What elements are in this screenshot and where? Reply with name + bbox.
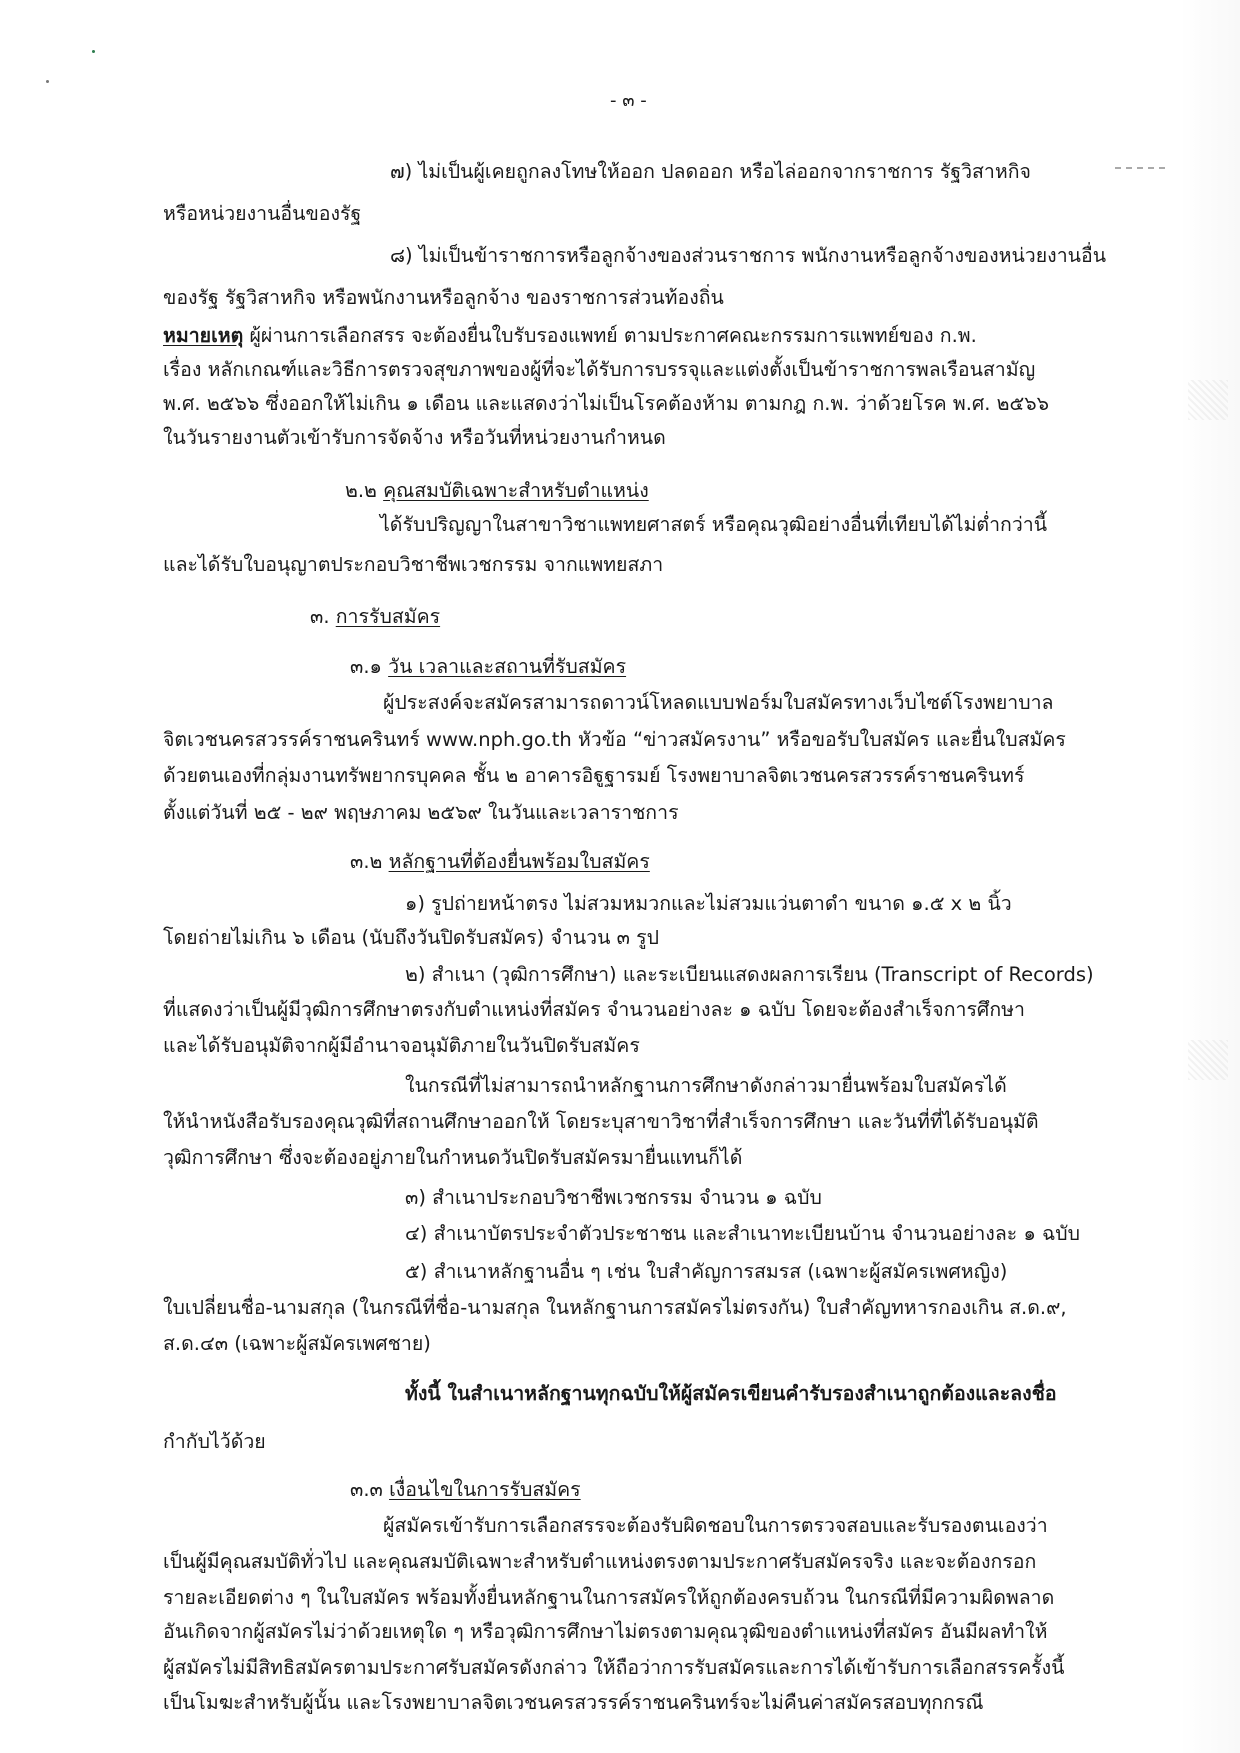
paragraph-line: กำกับไว้ด้วย [163, 1430, 266, 1453]
paragraph-line: ผู้สมัครเข้ารับการเลือกสรรจะต้องรับผิดชอบในการตรวจสอบและรับรองตนเองว่า [383, 1514, 1048, 1537]
paragraph-line: ๘) ไม่เป็นข้าราชการหรือลูกจ้างของส่วนราชการ พนักงานหรือลูกจ้างของหน่วยงานอื่น [390, 244, 1107, 267]
section-number: ๓. [310, 605, 330, 628]
paragraph-line: โดยถ่ายไม่เกิน ๖ เดือน (นับถึงวันปิดรับสมัคร) จำนวน ๓ รูป [163, 926, 660, 949]
paragraph-line: และได้รับอนุมัติจากผู้มีอำนาจอนุมัติภายในวันปิดรับสมัคร [163, 1034, 640, 1057]
scan-speck [46, 80, 49, 83]
scan-artifact-dashes [1115, 167, 1165, 171]
scan-edge-mark [1188, 380, 1228, 420]
paragraph-line: หรือหน่วยงานอื่นของรัฐ [163, 202, 362, 225]
paragraph-line: ผู้สมัครไม่มีสิทธิสมัครตามประกาศรับสมัครดังกล่าว ให้ถือว่าการรับสมัครและการได้เข้ารับการเลือกสรรครั้งนี้ [163, 1656, 1065, 1679]
note-text: ผู้ผ่านการเลือกสรร จะต้องยื่นใบรับรองแพทย์ ตามประกาศคณะกรรมการแพทย์ของ ก.พ. [249, 324, 977, 347]
paragraph-line: ด้วยตนเองที่กลุ่มงานทรัพยากรบุคคล ชั้น ๒ อาคารอิฐูฐารมย์ โรงพยาบาลจิตเวชนครสวรรค์ราชนครินทร์ [163, 764, 1025, 787]
paragraph-line: เรื่อง หลักเกณฑ์และวิธีการตรวจสุขภาพของผู้ที่จะได้รับการบรรจุและแต่งตั้งเป็นข้าราชการพลเรือนสามัญ [163, 358, 1036, 381]
page-number: - ๓ - [610, 90, 647, 111]
scan-edge-shading [1180, 0, 1240, 1753]
paragraph-line: วุฒิการศึกษา ซึ่งจะต้องอยู่ภายในกำหนดวันปิดรับสมัครมายื่นแทนก็ได้ [163, 1146, 743, 1169]
paragraph-line: ทั้งนี้ ในสำเนาหลักฐานทุกฉบับให้ผู้สมัครเขียนคำรับรองสำเนาถูกต้องและลงชื่อ [405, 1382, 1057, 1405]
paragraph-line: พ.ศ. ๒๕๖๖ ซึ่งออกให้ไม่เกิน ๑ เดือน และแสดงว่าไม่เป็นโรคต้องห้าม ตามกฎ ก.พ. ว่าด้วยโรค พ.ศ. ๒๕๖๖ [163, 392, 1050, 415]
section-heading-3-2 [350, 849, 650, 875]
section-title: คุณสมบัติเฉพาะสำหรับตำแหน่ง [383, 479, 649, 502]
paragraph-line: ให้นำหนังสือรับรองคุณวุฒิที่สถานศึกษาออกให้ โดยระบุสาขาวิชาที่สำเร็จการศึกษา และวันที่ที่ได้รับอนุมัติ [163, 1110, 1039, 1133]
paragraph-line: ๕) สำเนาหลักฐานอื่น ๆ เช่น ใบสำคัญการสมรส (เฉพาะผู้สมัครเพศหญิง) [405, 1260, 1008, 1283]
section-title: เงื่อนไขในการรับสมัคร [389, 1478, 581, 1501]
paragraph-line: ในวันรายงานตัวเข้ารับการจัดจ้าง หรือวันที่หน่วยงานกำหนด [163, 426, 666, 449]
paragraph-line: ๗) ไม่เป็นผู้เคยถูกลงโทษให้ออก ปลดออก หรือไล่ออกจากราชการ รัฐวิสาหกิจ [390, 160, 1031, 183]
section-number: ๓.๑ [350, 655, 382, 678]
paragraph-line: ๑) รูปถ่ายหน้าตรง ไม่สวมหมวกและไม่สวมแว่นตาดำ ขนาด ๑.๕ x ๒ นิ้ว [405, 892, 1012, 915]
section-number: ๓.๓ [350, 1478, 383, 1501]
section-heading-3-1 [350, 654, 626, 680]
paragraph-line: ๒) สำเนา (วุฒิการศึกษา) และระเบียนแสดงผลการเรียน (Transcript of Records) [405, 963, 1094, 986]
paragraph-line: ที่แสดงว่าเป็นผู้มีวุฒิการศึกษาตรงกับตำแหน่งที่สมัคร จำนวนอย่างละ ๑ ฉบับ โดยจะต้องสำเร็จการศึกษา [163, 998, 1025, 1021]
section-title: การรับสมัคร [335, 605, 441, 628]
section-heading-3-3 [350, 1477, 581, 1503]
paragraph-line: ของรัฐ รัฐวิสาหกิจ หรือพนักงานหรือลูกจ้าง ของราชการส่วนท้องถิ่น [163, 286, 724, 309]
section-heading-2-2 [345, 478, 649, 504]
paragraph-line: เป็นผู้มีคุณสมบัติทั่วไป และคุณสมบัติเฉพาะสำหรับตำแหน่งตรงตามประกาศรับสมัครจริง และจะต้องกรอก [163, 1550, 1037, 1573]
note-label: หมายเหตุ [163, 324, 244, 347]
section-title: วัน เวลาและสถานที่รับสมัคร [388, 655, 627, 678]
paragraph-line: และได้รับใบอนุญาตประกอบวิชาชีพเวชกรรม จากแพทยสภา [163, 553, 664, 576]
paragraph-line: เป็นโมฆะสำหรับผู้นั้น และโรงพยาบาลจิตเวชนครสวรรค์ราชนครินทร์จะไม่คืนค่าสมัครสอบทุกกรณี [163, 1691, 984, 1714]
section-heading-3 [310, 604, 440, 630]
paragraph-line: ได้รับปริญญาในสาขาวิชาแพทยศาสตร์ หรือคุณวุฒิอย่างอื่นที่เทียบได้ไม่ต่ำกว่านี้ [380, 513, 1048, 536]
section-number: ๒.๒ [345, 479, 377, 502]
paragraph-line: รายละเอียดต่าง ๆ ในใบสมัคร พร้อมทั้งยื่นหลักฐานในการสมัครให้ถูกต้องครบถ้วน ในกรณีที่มีความผิดพลาด [163, 1586, 1055, 1609]
paragraph-line: ตั้งแต่วันที่ ๒๕ - ๒๙ พฤษภาคม ๒๕๖๙ ในวันและเวลาราชการ [163, 801, 679, 824]
paragraph-line: ในกรณีที่ไม่สามารถนำหลักฐานการศึกษาดังกล่าวมายื่นพร้อมใบสมัครได้ [405, 1074, 1007, 1097]
paragraph-line: ส.ด.๔๓ (เฉพาะผู้สมัครเพศชาย) [163, 1332, 431, 1355]
section-number: ๓.๒ [350, 850, 383, 873]
scan-edge-mark [1188, 1040, 1228, 1080]
section-title: หลักฐานที่ต้องยื่นพร้อมใบสมัคร [388, 850, 650, 873]
paragraph-line: ๓) สำเนาประกอบวิชาชีพเวชกรรม จำนวน ๑ ฉบับ [405, 1186, 822, 1209]
paragraph-line: อันเกิดจากผู้สมัครไม่ว่าด้วยเหตุใด ๆ หรือวุฒิการศึกษาไม่ตรงตามคุณวุฒิของตำแหน่งที่สมัคร อันมีผลทำให้ [163, 1620, 1048, 1643]
paragraph-line: จิตเวชนครสวรรค์ราชนครินทร์ www.nph.go.th หัวข้อ “ข่าวสมัครงาน” หรือขอรับใบสมัคร และยื่นใบสมัคร [163, 728, 1066, 751]
paragraph-line: ใบเปลี่ยนชื่อ-นามสกุล (ในกรณีที่ชื่อ-นามสกุล ในหลักฐานการสมัครไม่ตรงกัน) ใบสำคัญทหารกองเกิน ส.ด.๙, [163, 1296, 1067, 1319]
scan-speck [92, 50, 95, 53]
paragraph-line: ๔) สำเนาบัตรประจำตัวประชาชน และสำเนาทะเบียนบ้าน จำนวนอย่างละ ๑ ฉบับ [405, 1222, 1081, 1245]
note-line [163, 323, 977, 349]
paragraph-line: ผู้ประสงค์จะสมัครสามารถดาวน์โหลดแบบฟอร์มใบสมัครทางเว็บไซต์โรงพยาบาล [383, 691, 1054, 714]
